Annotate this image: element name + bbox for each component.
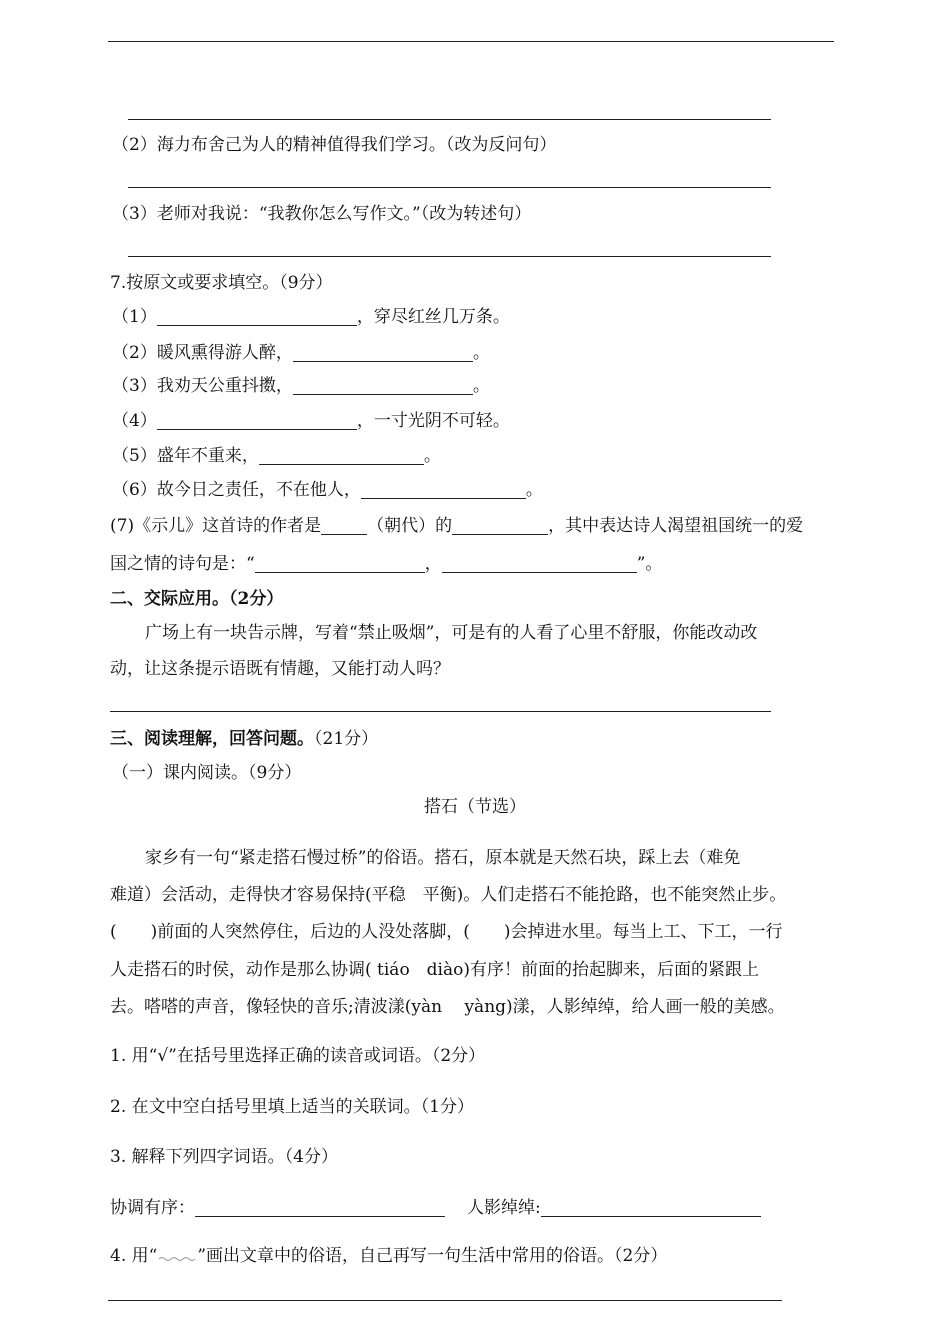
header-rule: [108, 41, 834, 42]
blank-7-5[interactable]: [259, 446, 424, 465]
q7-item-7-line1: [110, 514, 803, 538]
q7-item-1: [112, 305, 510, 329]
q6-item-3: （3）老师对我说：“我教你怎么写作文。”（改为转述句）: [112, 204, 532, 224]
reading-q1: 1. 用“√”在括号里选择正确的读音或词语。（2分）: [110, 1046, 486, 1066]
section-3-heading-rest: （21分）: [314, 729, 379, 749]
section-2-heading: 二、交际应用。（2分）: [110, 589, 284, 609]
blank-7-2[interactable]: [293, 343, 473, 362]
q3-label-a: 协调有序：: [110, 1198, 195, 1218]
section-2-para-2: 动，让这条提示语既有情趣，又能打动人吗？: [110, 659, 450, 679]
blank-7-7-author[interactable]: [452, 516, 548, 535]
answer-line-6-2[interactable]: [128, 187, 771, 188]
blank-7-7-verse2[interactable]: [442, 554, 637, 573]
q7-item-5-prefix: （5）盛年不重来，: [112, 446, 259, 466]
q7-item-7-b: （朝代）的: [367, 516, 453, 536]
q7-item-7-d: 国之情的诗句是：“: [110, 554, 255, 574]
reading-q2: 2. 在文中空白括号里填上适当的关联词。（1分）: [110, 1097, 474, 1117]
q7-item-7-e: ，: [424, 554, 442, 574]
q7-item-1-suffix: ，穿尽红丝几万条。: [356, 307, 510, 327]
footer-rule: [108, 1300, 782, 1301]
q4-text-b: ”画出文章中的俗语，自己再写一句生活中常用的俗语。（2分）: [197, 1246, 668, 1266]
answer-line-6-1[interactable]: [128, 119, 771, 120]
passage-line-2: 难道）会活动，走得快才容易保持(平稳 平衡)。人们走搭石不能抢路，也不能突然止步。: [110, 885, 787, 905]
section-2-para-1: 广场上有一块告示牌，写着“禁止吸烟”，可是有的人看了心里不舒服，你能改动改: [145, 623, 758, 643]
q7-item-1-prefix: （1）: [112, 307, 157, 327]
q7-item-5-suffix: 。: [423, 446, 441, 466]
wavy-underline-icon: [157, 1249, 197, 1263]
passage-line-3: ( )前面的人突然停住，后边的人没处落脚，( )会掉进水里。每当上工、下工，一行: [110, 922, 783, 942]
blank-q3-b[interactable]: [541, 1198, 761, 1217]
q4-text-a: 4. 用“: [110, 1246, 158, 1266]
blank-7-1[interactable]: [157, 307, 357, 326]
blank-7-7-verse1[interactable]: [255, 554, 425, 573]
section-3-heading: [110, 727, 378, 751]
q7-item-2-prefix: （2）暖风熏得游人醉，: [112, 343, 293, 363]
q7-item-7-f: ”。: [636, 554, 663, 574]
q7-item-3-suffix: 。: [472, 376, 490, 396]
passage-title: 搭石（节选）: [424, 797, 526, 817]
blank-7-4[interactable]: [157, 411, 357, 430]
q7-item-5: [112, 444, 441, 468]
answer-line-2[interactable]: [110, 711, 771, 712]
q7-item-7-c: ，其中表达诗人渴望祖国统一的爱: [548, 516, 804, 536]
q7-item-2: [112, 341, 490, 365]
passage-line-4: 人走搭石的时侯，动作是那么协调( tiáo diào)有序！前面的抬起脚来，后面的紧跟上: [110, 960, 759, 980]
q7-item-4-suffix: ，一寸光阴不可轻。: [356, 411, 510, 431]
answer-line-6-3[interactable]: [128, 256, 771, 257]
q6-item-2: （2）海力布舍己为人的精神值得我们学习。（改为反问句）: [112, 135, 557, 155]
blank-7-7-dynasty[interactable]: [321, 516, 367, 535]
reading-q3: 3. 解释下列四字词语。（4分）: [110, 1147, 338, 1167]
blank-q3-a[interactable]: [195, 1198, 445, 1217]
q7-item-6: [112, 478, 543, 502]
q3-label-b: 人影绰绰:: [467, 1198, 541, 1218]
q7-item-6-prefix: （6）故今日之责任，不在他人，: [112, 480, 361, 500]
passage-line-5: 去。嗒嗒的声音，像轻快的音乐;清波漾(yàn yàng)漾，人影绰绰，给人画一般的美感。: [110, 997, 785, 1017]
q7-item-4: [112, 409, 510, 433]
q7-item-4-prefix: （4）: [112, 411, 157, 431]
passage-line-1: 家乡有一句“紧走搭石慢过桥”的俗语。搭石，原本就是天然石块，踩上去（难免: [145, 848, 741, 868]
q7-item-7-line2: [110, 552, 662, 576]
blank-7-6[interactable]: [361, 480, 526, 499]
q7-item-3: [112, 374, 490, 398]
q7-item-3-prefix: （3）我劝天公重抖擞，: [112, 376, 293, 396]
section-3-sub-1: （一）课内阅读。（9分）: [112, 763, 302, 783]
q7-heading: 7.按原文或要求填空。（9分）: [110, 273, 333, 293]
q7-item-2-suffix: 。: [472, 343, 490, 363]
q7-item-6-suffix: 。: [525, 480, 543, 500]
section-3-heading-bold: 三、阅读理解，回答问题。: [110, 729, 314, 749]
q7-item-7-a: (7)《示儿》这首诗的作者是: [110, 516, 322, 536]
reading-q4: [110, 1244, 667, 1268]
reading-q3-answers: [110, 1196, 761, 1220]
blank-7-3[interactable]: [293, 376, 473, 395]
